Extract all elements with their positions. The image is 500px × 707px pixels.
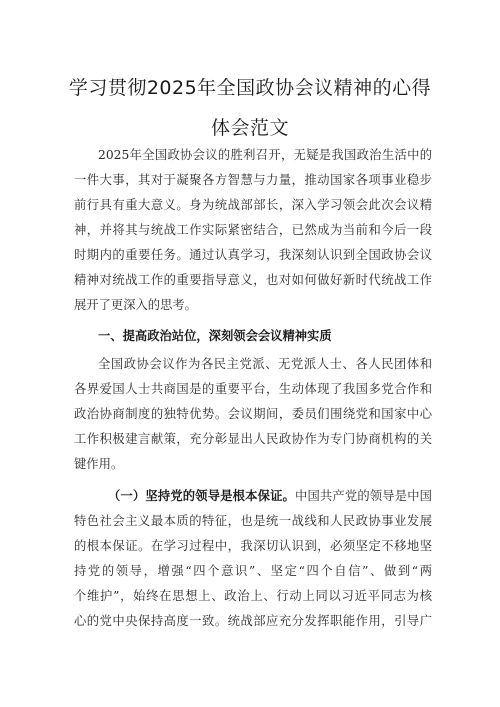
paragraph-3-line: 持党的领导，增强“四个意识”、坚定“四个自信”、做到“两 (74, 564, 432, 578)
paragraph-2-line: 工作积极建言献策，充分彰显出人民政协作为专门协商机构的关 (74, 432, 432, 446)
document-title-line-2: 体会范文 (210, 117, 289, 139)
paragraph-2-line: 各界爱国人士共商国是的重要平台，生动体现了我国多党合作和 (74, 382, 432, 396)
paragraph-1-line: 2025年全国政协会议的胜利召开，无疑是我国政治生活中的 (98, 148, 432, 162)
paragraph-3-line: 特色社会主义最本质的特征，也是统一战线和人民政协事业发展 (74, 514, 432, 528)
paragraph-2-line: 政治协商制度的独特优势。会议期间，委员们围绕党和国家中心 (74, 407, 432, 421)
paragraph-3-line: 心的党中央保持高度一致。统战部应充分发挥职能作用，引导广 (74, 614, 432, 628)
paragraph-3-line: 的根本保证。在学习过程中，我深切认识到，必须坚定不移地坚 (74, 539, 432, 553)
subsection-first-line (108, 487, 432, 505)
paragraph-1-line: 精神对统战工作的重要指导意义，也对如何做好新时代统战工作 (74, 273, 432, 287)
paragraph-1-line: 前行具有重大意义。身为统战部部长，深入学习领会此次会议精 (74, 198, 432, 212)
document-title-line-1: 学习贯彻2025年全国政协会议精神的心得 (68, 77, 432, 99)
paragraph-1-line: 时期内的重要任务。通过认真学习，我深刻认识到全国政协会议 (74, 248, 432, 262)
paragraph-1-line: 一件大事，其对于凝聚各方智慧与力量，推动国家各项事业稳步 (74, 173, 432, 187)
subsection-first-line-text: 中国共产党的领导是中国 (295, 489, 432, 503)
section-heading: 一、提高政治站位，深刻领会会议精神实质 (98, 329, 332, 343)
paragraph-2-line: 键作用。 (74, 457, 124, 471)
paragraph-3-line: 个维护”，始终在思想上、政治上、行动上同以习近平同志为核 (74, 589, 432, 603)
document-body (74, 0, 432, 707)
subsection-heading: （一）坚持党的领导是根本保证。 (108, 489, 296, 503)
paragraph-2-line: 全国政协会议作为各民主党派、无党派人士、各人民团体和 (98, 357, 432, 371)
paragraph-1-line: 神，并将其与统战工作实际紧密结合，已然成为当前和今后一段 (74, 223, 432, 237)
paragraph-1-line: 展开了更深入的思考。 (74, 298, 197, 312)
